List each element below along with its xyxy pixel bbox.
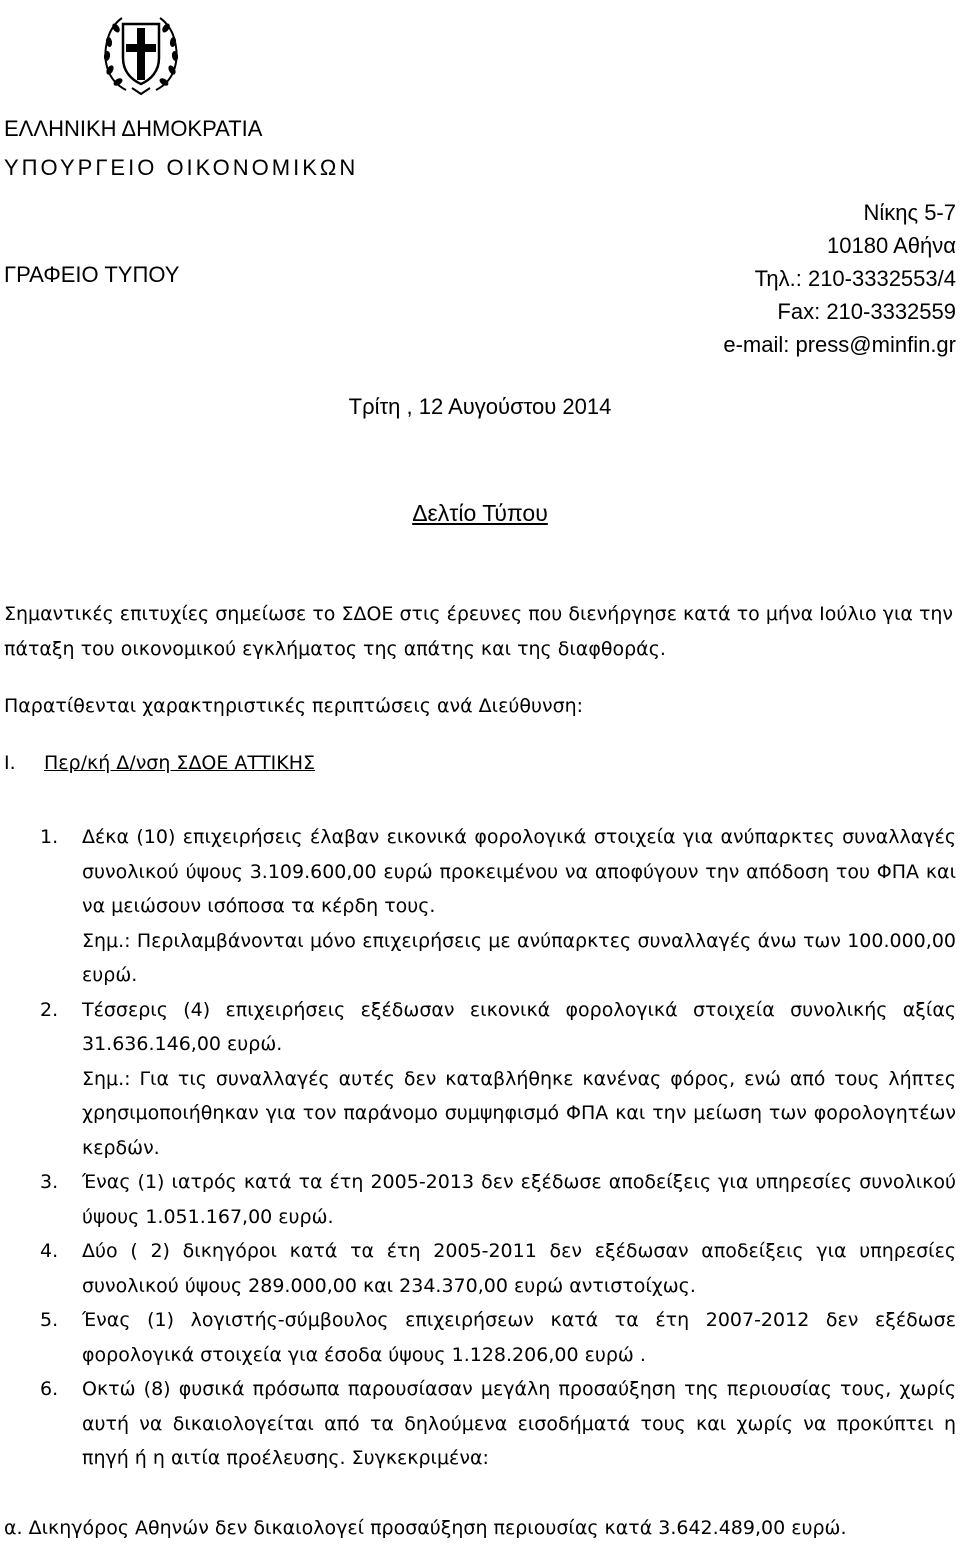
list-item bbox=[0, 993, 960, 1166]
item-number: 2. bbox=[40, 998, 59, 1021]
item-number: 5. bbox=[40, 1309, 59, 1331]
intro-paragraph-2: Παρατίθενται χαρακτηριστικές περιπτώσεις ανά Διεύθυνση: bbox=[4, 695, 584, 717]
country-name: ΕΛΛΗΝΙΚΗ ΔΗΜΟΚΡΑΤΙΑ bbox=[4, 116, 263, 141]
section-title: Περ/κή Δ/νση ΣΔΟΕ ΑΤΤΙΚΗΣ bbox=[44, 752, 316, 774]
phone-number: Τηλ.: 210-3332553/4 bbox=[754, 266, 956, 291]
section-number: I. bbox=[4, 752, 16, 774]
press-release-title: Δελτίο Τύπου bbox=[412, 500, 548, 526]
item-number: 4. bbox=[40, 1240, 59, 1262]
coat-of-arms-seal bbox=[96, 8, 186, 100]
item-number: 3. bbox=[40, 1171, 59, 1193]
item-text: Ένας (1) ιατρός κατά τα έτη 2005-2013 δεν εξέδωσε αποδείξεις για υπηρεσίες συνολικού ύψους 1.051.167,00 ευρώ. bbox=[82, 1171, 956, 1228]
ministry-name: ΥΠΟΥΡΓΕΙΟ ΟΙΚΟΝΟΜΙΚΩΝ bbox=[4, 155, 359, 180]
list-item bbox=[0, 1165, 960, 1234]
release-date: Τρίτη , 12 Αυγούστου 2014 bbox=[348, 394, 612, 419]
item-text: Οκτώ (8) φυσικά πρόσωπα παρουσίασαν μεγάλη προσαύξηση της περιουσίας τους, χωρίς αυτή να δικαιολογείται από τα δηλούμενα εισοδήματά τους και χωρίς να προκύπτει η πηγή ή η αιτία προέλευσης. Συγκεκριμένα: bbox=[82, 1378, 956, 1469]
item-number: 6. bbox=[40, 1378, 59, 1400]
fax-number: Fax: 210-3332559 bbox=[777, 299, 956, 324]
item-number: 1. bbox=[40, 826, 59, 848]
contact-block bbox=[723, 196, 956, 361]
item-text: Δέκα (10) επιχειρήσεις έλαβαν εικονικά φορολογικά στοιχεία για ανύπαρκτες συναλλαγές συνολικού ύψους 3.109.600,00 ευρώ προκειμένου να αποφύγουν την απόδοση του ΦΠΑ και να μειώσουν ισόποσα τα κέρδη τους. bbox=[82, 826, 956, 917]
sub-item-a: α. Δικηγόρος Αθηνών δεν δικαιολογεί προσαύξηση περιουσίας κατά 3.642.489,00 ευρώ. bbox=[4, 1517, 847, 1539]
address-city: 10180 Αθήνα bbox=[827, 233, 956, 258]
intro-paragraph: Σημαντικές επιτυχίες σημείωσε το ΣΔΟΕ στις έρευνες που διενήργησε κατά το μήνα Ιούλιο για την πάταξη του οικονομικού εγκλήματος της απάτης και της διαφθοράς. bbox=[4, 603, 954, 660]
item-text: Τέσσερις (4) επιχειρήσεις εξέδωσαν εικονικά φορολογικά στοιχεία συνολικής αξίας 31.636.146,00 ευρώ. bbox=[82, 998, 956, 1055]
list-item bbox=[0, 1234, 960, 1303]
list-item bbox=[0, 1372, 960, 1476]
item-note: Σημ.: Για τις συναλλαγές αυτές δεν καταβλήθηκε κανένας φόρος, ενώ από τους λήπτες χρησιμοποιήθηκαν για τον παράνομο συμψηφισμό ΦΠΑ και την μείωση των φορολογητέων κερδών. bbox=[82, 1067, 956, 1159]
list-item bbox=[0, 820, 960, 993]
section-heading bbox=[4, 752, 404, 774]
press-office-label: ΓΡΑΦΕΙΟ ΤΥΠΟΥ bbox=[4, 262, 180, 287]
item-note: Σημ.: Περιλαμβάνονται μόνο επιχειρήσεις με ανύπαρκτες συναλλαγές άνω των 100.000,00 ευρώ. bbox=[82, 929, 956, 986]
item-text: Ένας (1) λογιστής-σύμβουλος επιχειρήσεων κατά τα έτη 2007-2012 δεν εξέδωσε φορολογικά στοιχεία για έσοδα ύψους 1.128.206,00 ευρώ . bbox=[82, 1309, 956, 1366]
email-address: e-mail: press@minfin.gr bbox=[723, 332, 956, 357]
address-street: Νίκης 5-7 bbox=[863, 200, 956, 225]
item-text: Δύο ( 2) δικηγόροι κατά τα έτη 2005-2011 δεν εξέδωσαν αποδείξεις για υπηρεσίες συνολικού ύψους 289.000,00 και 234.370,00 ευρώ αντιστοίχως. bbox=[82, 1240, 956, 1297]
list-item bbox=[0, 1303, 960, 1372]
case-list bbox=[0, 820, 960, 1476]
